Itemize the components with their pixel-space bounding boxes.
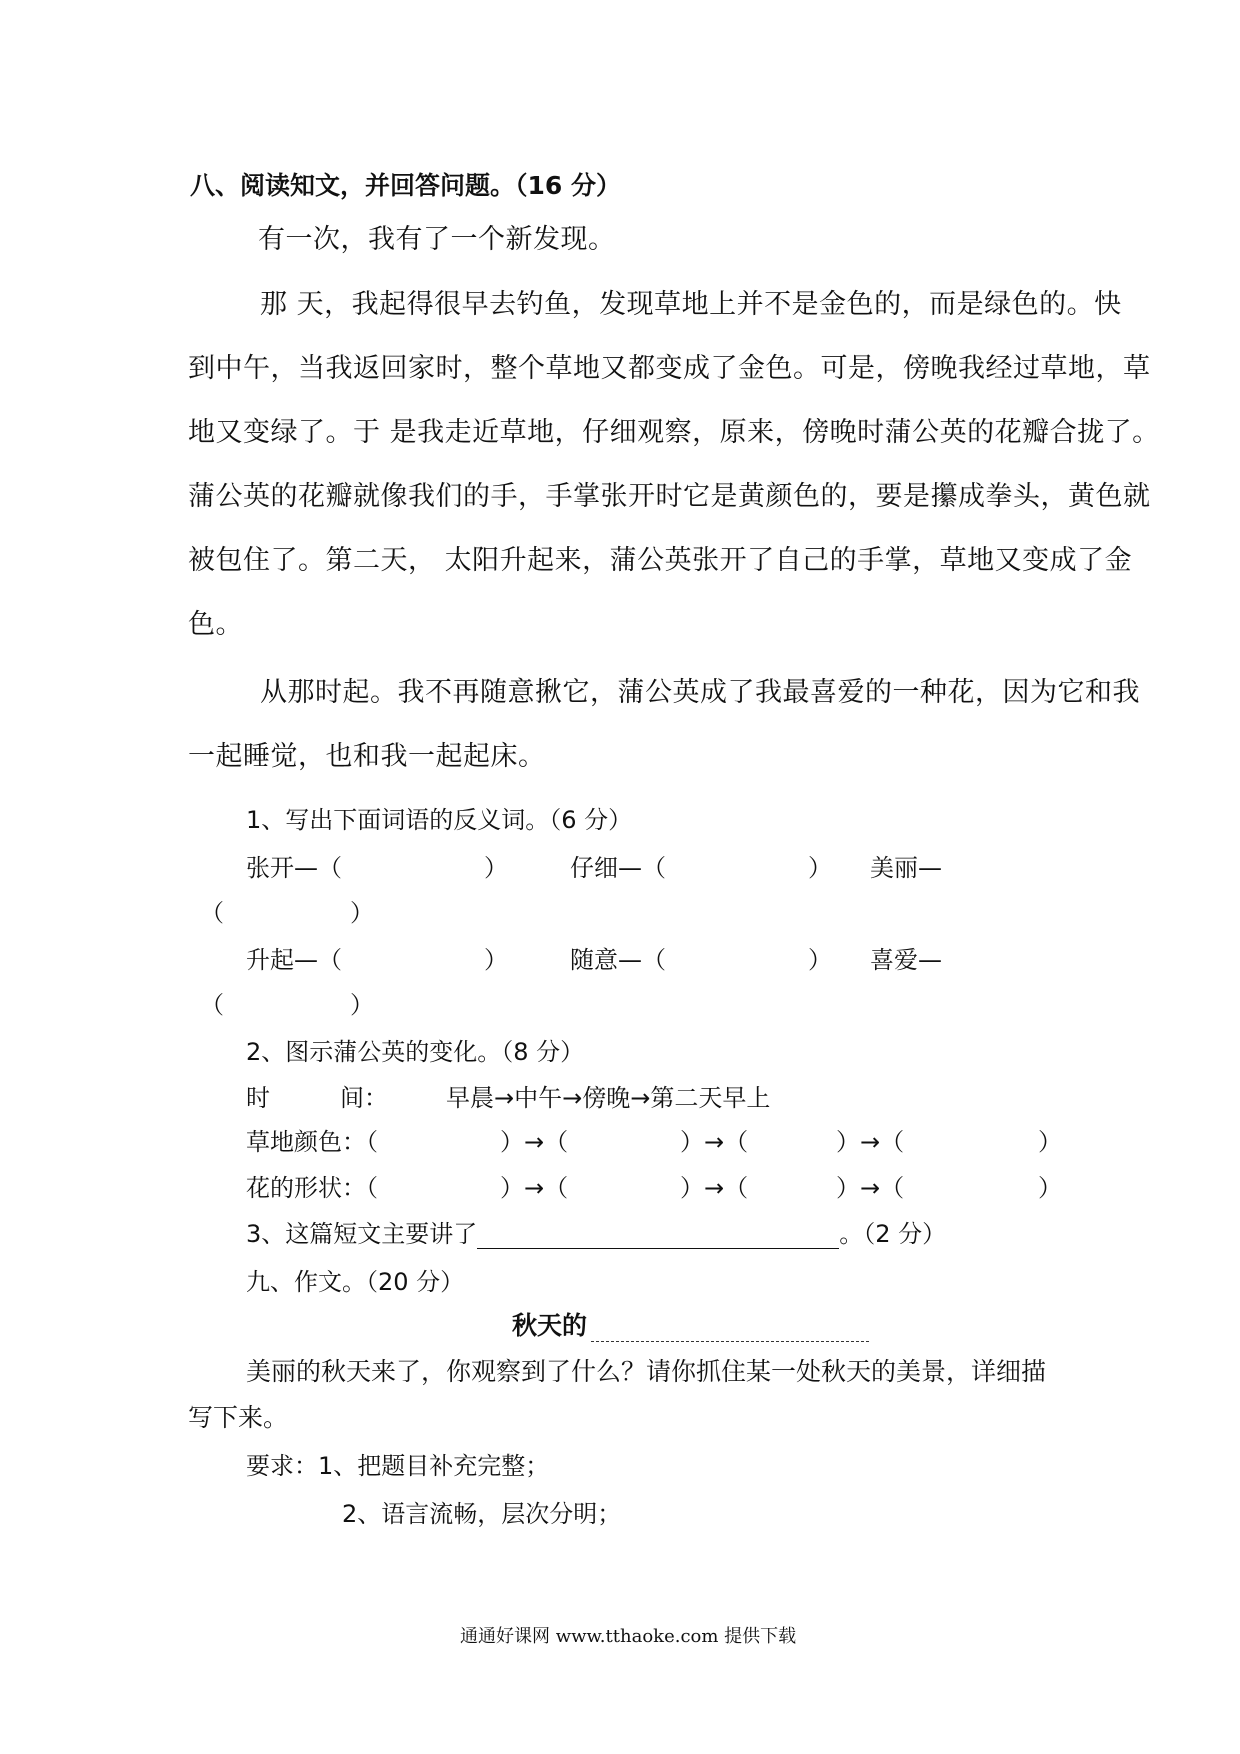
passage-line-7: 色。 [188,609,243,640]
essay-title-line [512,1306,869,1342]
q3-text: 3、这篇短文主要讲了 [246,1220,478,1248]
footer-credit: 通通好课网 www.tthaoke.com 提供下载 [460,1626,797,1647]
q2-grass-arrow-2: ）→（ [680,1128,749,1156]
q1-item-casual-close: ） [808,946,832,974]
q3-suffix: 。（2 分） [839,1220,947,1248]
passage-line-4: 地又变绿了。于 是我走近草地，仔细观察，原来，傍晚时蒲公英的花瓣合拢了。 [188,417,1160,448]
q1-item-love-open: （ [200,991,224,1019]
q1-item-beautiful-label: 美丽— [870,854,942,882]
q2-flower-close: ） [1038,1174,1062,1202]
q2-flower-arrow-2: ）→（ [680,1174,749,1202]
q2-flower-arrow-1: ）→（ [500,1174,569,1202]
essay-title: 秋天的 [512,1311,588,1340]
essay-requirement-2: 2、语言流畅，层次分明； [342,1500,622,1528]
q1-item-love-close: ） [350,991,374,1019]
passage-line-1: 有一次，我有了一个新发现。 [258,224,616,255]
q1-item-rise-close: ） [484,946,508,974]
passage-line-5: 蒲公英的花瓣就像我们的手，手掌张开时它是黄颜色的，要是攥成拳头，黄色就 [188,481,1151,512]
passage-line-9: 一起睡觉，也和我一起起床。 [188,741,546,772]
q1-item-rise-label: 升起—（ [246,946,342,974]
passage-line-6: 被包住了。第二天， 太阳升起来，蒲公英张开了自己的手掌，草地又变成了金 [188,545,1133,576]
q2-flower-label: 花的形状：（ [246,1174,378,1202]
q3-answer-blank[interactable] [477,1226,839,1249]
q1-item-careful-label: 仔细—（ [570,854,666,882]
section-9-title: 九、作文。（20 分） [246,1268,465,1296]
q2-time-label-b: 间： [340,1084,388,1112]
section-8-title: 八、阅读知文，并回答问题。（16 分） [190,171,621,200]
q3-line [246,1214,946,1249]
q2-grass-arrow-1: ）→（ [500,1128,569,1156]
passage-line-2: 那 天，我起得很早去钓鱼，发现草地上并不是金色的，而是绿色的。快 [260,289,1122,320]
q1-item-love-label: 喜爱— [870,946,942,974]
q1-title: 1、写出下面词语的反义词。（6 分） [246,806,633,834]
essay-title-blank[interactable] [591,1317,869,1342]
q1-item-open-close: ） [484,854,508,882]
essay-prompt-line-2: 写下来。 [188,1403,289,1432]
q2-time-sequence: 早晨→中午→傍晚→第二天早上 [446,1084,771,1112]
q1-item-beautiful-close: ） [350,899,374,927]
q1-item-casual-label: 随意—（ [570,946,666,974]
q2-time-label-a: 时 [246,1084,270,1112]
essay-prompt-line-1: 美丽的秋天来了，你观察到了什么？请你抓住某一处秋天的美景，详细描 [246,1357,1047,1386]
passage-line-3: 到中午，当我返回家时，整个草地又都变成了金色。可是，傍晚我经过草地，草 [188,353,1151,384]
q1-item-beautiful-open: （ [200,899,224,927]
q1-item-careful-close: ） [808,854,832,882]
q2-flower-arrow-3: ）→（ [836,1174,905,1202]
q2-grass-label: 草地颜色：（ [246,1128,378,1156]
essay-requirement-1: 要求：1、把题目补充完整； [246,1452,550,1480]
q2-grass-close: ） [1038,1128,1062,1156]
q2-grass-arrow-3: ）→（ [836,1128,905,1156]
q2-title: 2、图示蒲公英的变化。（8 分） [246,1038,585,1066]
passage-line-8: 从那时起。我不再随意揪它，蒲公英成了我最喜爱的一种花，因为它和我 [260,677,1140,708]
q1-item-open-label: 张开—（ [246,854,342,882]
